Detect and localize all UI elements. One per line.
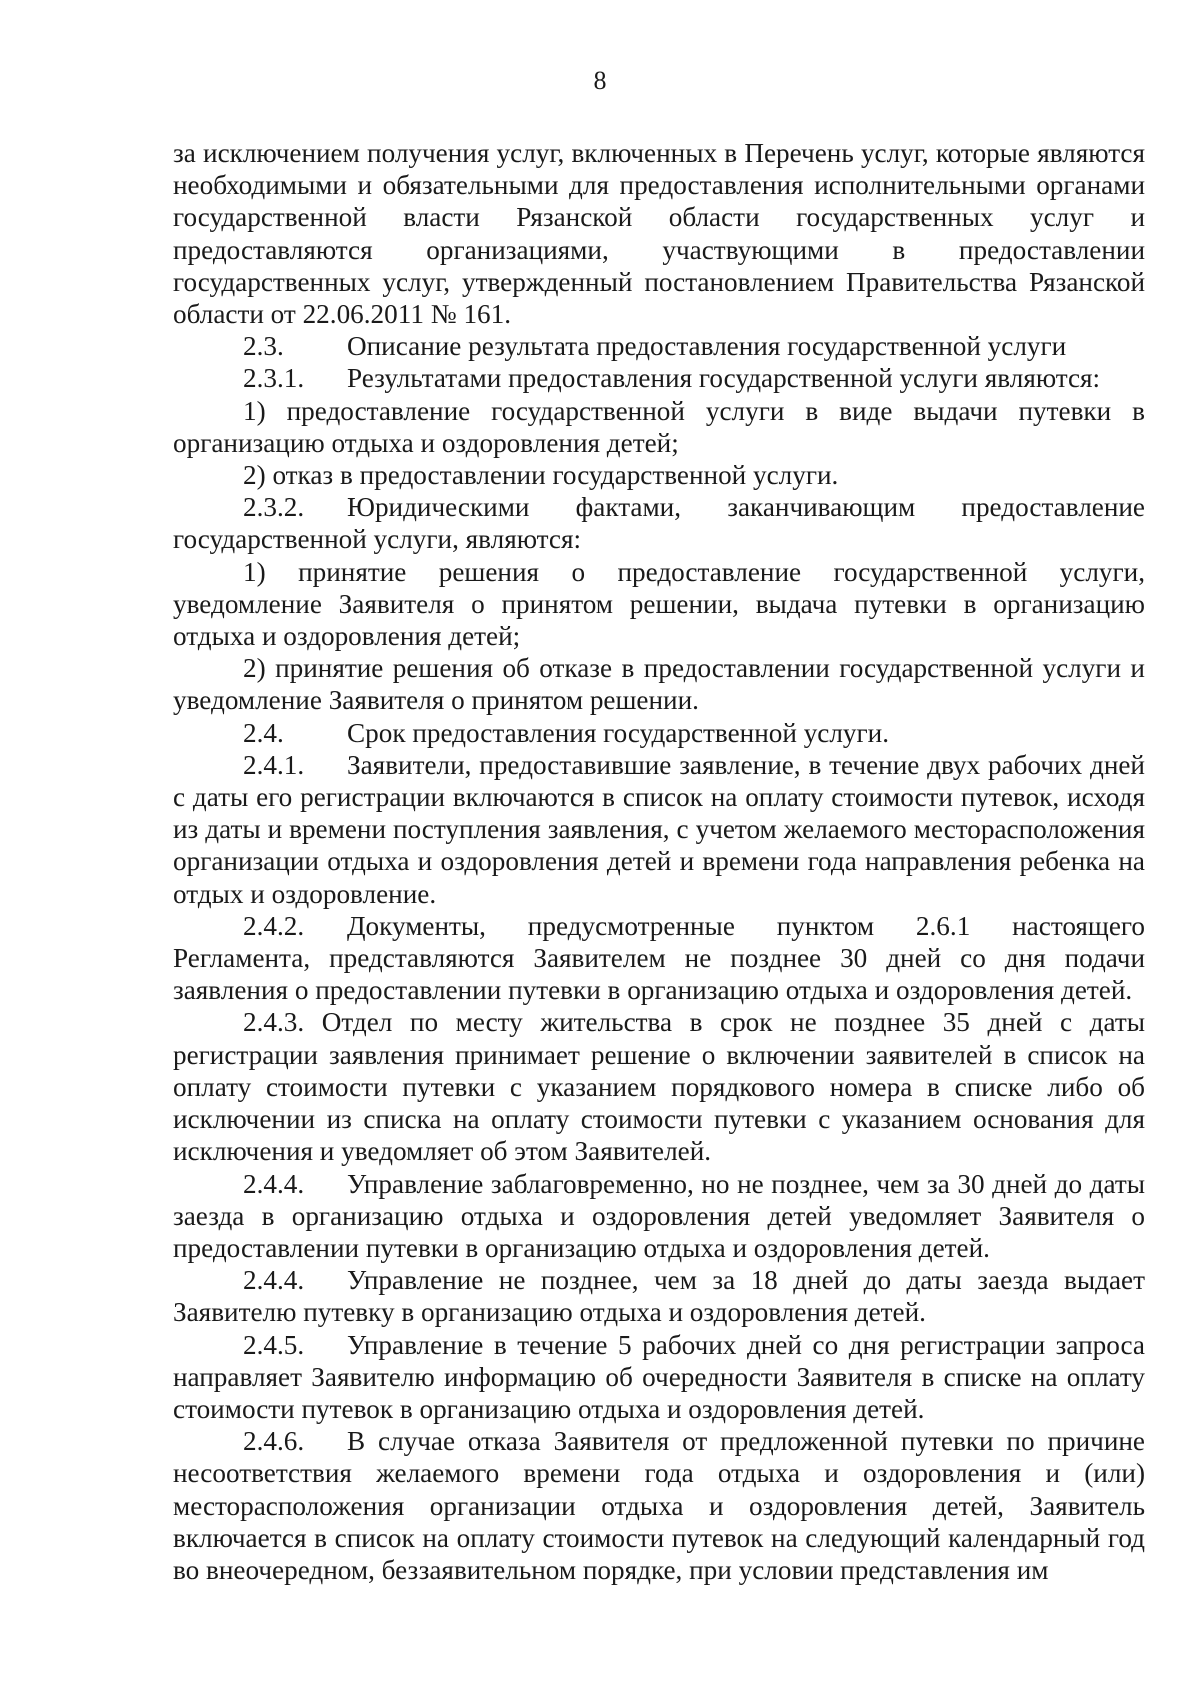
paragraph-2-3: [173, 330, 1145, 362]
paragraph-2-4-2: [173, 910, 1145, 1007]
paragraph-text: Срок предоставления государственной услуги.: [347, 717, 890, 748]
paragraph-text: Документы, предусмотренные пунктом 2.6.1 настоящего Регламента, представляются Заявителем не позднее 30 дней со дня подачи заявления о предоставлении путевки в организацию отдыха и оздоровления детей.: [173, 910, 1145, 1006]
clause-number: 2.3.2.: [243, 492, 305, 523]
paragraph-text: Результатами предоставления государственной услуги являются:: [347, 363, 1101, 394]
paragraph-2-4: [173, 717, 1145, 749]
paragraph-continuation: [173, 137, 1145, 330]
paragraph-text: Заявители, предоставившие заявление, в течение двух рабочих дней с даты его регистрации включаются в список на оплату стоимости путевок, исходя из даты и времени поступления заявления, с учетом желаемого месторасположения организации отдыха и оздоровления детей и времени года направления ребенка на отдых и оздоровление.: [173, 749, 1145, 909]
clause-number: 2.3.1.: [243, 363, 305, 394]
paragraph-2-3-1: [173, 362, 1145, 394]
clause-number: 2.3.: [243, 331, 284, 362]
document-body: [173, 137, 1145, 1586]
paragraph-2-4-1: [173, 749, 1145, 910]
page-number: 8: [593, 66, 607, 95]
list-item-result-1: [173, 395, 1145, 459]
clause-number: 2.4.: [243, 717, 284, 748]
paragraph-text: Управление не позднее, чем за 18 дней до даты заезда выдает Заявителю путевку в организацию отдыха и оздоровления детей.: [173, 1265, 1145, 1328]
paragraph-2-4-4-b: [173, 1264, 1145, 1328]
clause-number: 2.4.2.: [243, 910, 305, 941]
paragraph-text: Юридическими фактами, заканчивающим предоставление государственной услуги, являются:: [173, 492, 1145, 555]
paragraph-text: 2) отказ в предоставлении государственной услуги.: [243, 460, 839, 491]
paragraph-text: Описание результата предоставления государственной услуги: [347, 331, 1067, 362]
list-item-result-2: [173, 459, 1145, 491]
clause-number: 2.4.5.: [243, 1329, 305, 1360]
paragraph-text: 1) принятие решения о предоставление государственной услуги, уведомление Заявителя о принятом решении, выдача путевки в организацию отдыха и оздоровления детей;: [173, 556, 1145, 652]
paragraph-2-4-6: [173, 1425, 1145, 1586]
paragraph-text: 2.4.3. Отдел по месту жительства в срок не позднее 35 дней с даты регистрации заявления принимает решение о включении заявителей в список на оплату стоимости путевки с указанием порядкового номера в списке либо об исключении из списка на оплату стоимости путевки с указанием основания для исключения и уведомляет об этом Заявителей.: [173, 1007, 1145, 1167]
paragraph-text: В случае отказа Заявителя от предложенной путевки по причине несоответствия желаемого времени года отдыха и оздоровления и (или) месторасположения организации отдыха и оздоровления детей, Заявитель включается в список на оплату стоимости путевок на следующий календарный год во внеочередном, беззаявительном порядке, при условии представления им: [173, 1426, 1145, 1585]
clause-number: 2.4.1.: [243, 749, 305, 780]
clause-number: 2.4.6.: [243, 1426, 305, 1457]
clause-number: 2.4.4.: [243, 1265, 305, 1296]
list-item-fact-1: [173, 556, 1145, 653]
clause-number: 2.4.4.: [243, 1168, 305, 1199]
list-item-fact-2: [173, 652, 1145, 716]
paragraph-text: за исключением получения услуг, включенных в Перечень услуг, которые являются необходимыми и обязательными для предоставления исполнительными органами государственной власти Рязанской области государственных услуг и предоставляются организациями, участвующими в предоставлении государственных услуг, утвержденный постановлением Правительства Рязанской области от 22.06.2011 № 161.: [173, 138, 1145, 330]
paragraph-text: 1) предоставление государственной услуги в виде выдачи путевки в организацию отдыха и оздоровления детей;: [173, 395, 1145, 458]
paragraph-2-3-2: [173, 491, 1145, 555]
paragraph-2-4-4-a: [173, 1168, 1145, 1265]
paragraph-2-4-5: [173, 1329, 1145, 1426]
paragraph-text: 2) принятие решения об отказе в предоставлении государственной услуги и уведомление Заявителя о принятом решении.: [173, 653, 1145, 716]
paragraph-2-4-3: [173, 1006, 1145, 1167]
paragraph-text: Управление в течение 5 рабочих дней со дня регистрации запроса направляет Заявителю информацию об очередности Заявителя в списке на оплату стоимости путевок в организацию отдыха и оздоровления детей.: [173, 1329, 1145, 1424]
paragraph-text: Управление заблаговременно, но не позднее, чем за 30 дней до даты заезда в организацию отдыха и оздоровления детей уведомляет Заявителя о предоставлении путевки в организацию отдыха и оздоровления детей.: [173, 1168, 1145, 1263]
